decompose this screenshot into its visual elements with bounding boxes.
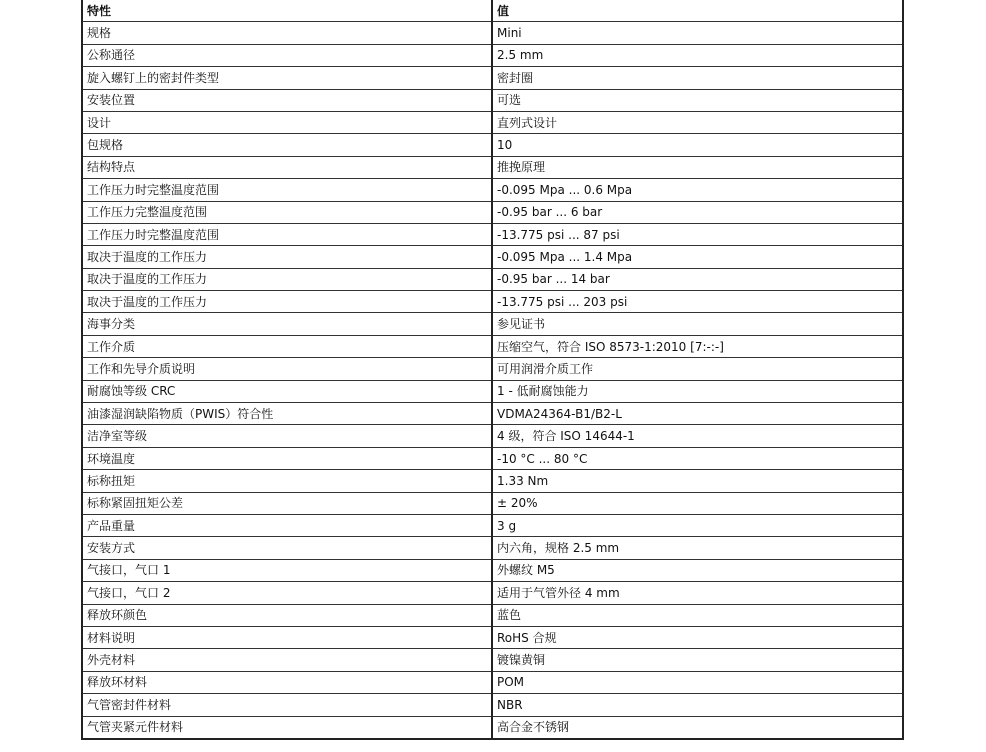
row-key-cell: 耐腐蚀等级 CRC xyxy=(82,380,492,402)
table-row xyxy=(82,694,903,716)
row-value-cell: 镀镍黄铜 xyxy=(492,649,903,671)
table-row xyxy=(82,268,903,290)
row-value-cell: -0.95 bar ... 6 bar xyxy=(492,201,903,223)
row-key-cell: 材料说明 xyxy=(82,626,492,648)
row-value-cell: 蓝色 xyxy=(492,604,903,626)
row-key-cell: 工作压力完整温度范围 xyxy=(82,201,492,223)
row-value-cell: -13.775 psi ... 203 psi xyxy=(492,291,903,313)
table-row xyxy=(82,537,903,559)
table-row xyxy=(82,335,903,357)
row-value-cell: -0.095 Mpa ... 0.6 Mpa xyxy=(492,179,903,201)
row-key-cell: 旋入螺钉上的密封件类型 xyxy=(82,67,492,89)
table-row xyxy=(82,358,903,380)
row-key-cell: 释放环颜色 xyxy=(82,604,492,626)
table-row xyxy=(82,89,903,111)
row-value-cell: POM xyxy=(492,671,903,693)
row-value-cell: NBR xyxy=(492,694,903,716)
spec-table xyxy=(81,0,904,740)
row-value-cell: 推挽原理 xyxy=(492,156,903,178)
table-row xyxy=(82,604,903,626)
row-value-cell: 适用于气管外径 4 mm xyxy=(492,582,903,604)
row-value-cell: VDMA24364-B1/B2-L xyxy=(492,403,903,425)
table-row xyxy=(82,22,903,44)
row-key-cell: 标称紧固扭矩公差 xyxy=(82,492,492,514)
table-row xyxy=(82,649,903,671)
table-row xyxy=(82,246,903,268)
table-row xyxy=(82,201,903,223)
table-row xyxy=(82,425,903,447)
row-key-cell: 产品重量 xyxy=(82,514,492,536)
row-value-cell: 3 g xyxy=(492,514,903,536)
row-key-cell: 标称扭矩 xyxy=(82,470,492,492)
table-row xyxy=(82,291,903,313)
row-value-cell: -10 °C ... 80 °C xyxy=(492,447,903,469)
table-row xyxy=(82,380,903,402)
table-row xyxy=(82,626,903,648)
table-row xyxy=(82,179,903,201)
row-value-cell: -0.95 bar ... 14 bar xyxy=(492,268,903,290)
row-key-cell: 取决于温度的工作压力 xyxy=(82,268,492,290)
table-row xyxy=(82,111,903,133)
row-key-cell: 安装位置 xyxy=(82,89,492,111)
table-row xyxy=(82,403,903,425)
row-value-cell: 2.5 mm xyxy=(492,44,903,66)
row-value-cell: 内六角，规格 2.5 mm xyxy=(492,537,903,559)
header-value-cell: 值 xyxy=(492,0,903,22)
table-row xyxy=(82,223,903,245)
table-row xyxy=(82,313,903,335)
row-key-cell: 取决于温度的工作压力 xyxy=(82,291,492,313)
row-key-cell: 释放环材料 xyxy=(82,671,492,693)
row-key-cell: 气接口，气口 1 xyxy=(82,559,492,581)
table-row xyxy=(82,67,903,89)
row-value-cell: -0.095 Mpa ... 1.4 Mpa xyxy=(492,246,903,268)
row-key-cell: 规格 xyxy=(82,22,492,44)
row-value-cell: -13.775 psi ... 87 psi xyxy=(492,223,903,245)
row-key-cell: 洁净室等级 xyxy=(82,425,492,447)
row-key-cell: 外壳材料 xyxy=(82,649,492,671)
row-value-cell: 压缩空气，符合 ISO 8573-1:2010 [7:-:-] xyxy=(492,335,903,357)
row-key-cell: 海事分类 xyxy=(82,313,492,335)
table-row xyxy=(82,44,903,66)
table-row xyxy=(82,134,903,156)
row-value-cell: Mini xyxy=(492,22,903,44)
row-key-cell: 气管夹紧元件材料 xyxy=(82,716,492,739)
row-value-cell: 可用润滑介质工作 xyxy=(492,358,903,380)
row-value-cell: 4 级，符合 ISO 14644-1 xyxy=(492,425,903,447)
row-value-cell: 10 xyxy=(492,134,903,156)
table-row xyxy=(82,582,903,604)
row-value-cell: 高合金不锈钢 xyxy=(492,716,903,739)
row-key-cell: 工作介质 xyxy=(82,335,492,357)
table-row xyxy=(82,671,903,693)
row-value-cell: ± 20% xyxy=(492,492,903,514)
row-value-cell: 参见证书 xyxy=(492,313,903,335)
table-row xyxy=(82,514,903,536)
table-row xyxy=(82,716,903,739)
row-key-cell: 工作和先导介质说明 xyxy=(82,358,492,380)
row-value-cell: 1 - 低耐腐蚀能力 xyxy=(492,380,903,402)
row-key-cell: 结构特点 xyxy=(82,156,492,178)
row-key-cell: 气管密封件材料 xyxy=(82,694,492,716)
row-value-cell: 外螺纹 M5 xyxy=(492,559,903,581)
table-header-row xyxy=(82,0,903,22)
row-key-cell: 设计 xyxy=(82,111,492,133)
row-value-cell: 密封圈 xyxy=(492,67,903,89)
row-key-cell: 气接口，气口 2 xyxy=(82,582,492,604)
row-key-cell: 工作压力时完整温度范围 xyxy=(82,223,492,245)
table-row xyxy=(82,559,903,581)
row-value-cell: 直列式设计 xyxy=(492,111,903,133)
table-row xyxy=(82,447,903,469)
row-key-cell: 公称通径 xyxy=(82,44,492,66)
table-row xyxy=(82,492,903,514)
row-key-cell: 工作压力时完整温度范围 xyxy=(82,179,492,201)
row-value-cell: RoHS 合规 xyxy=(492,626,903,648)
header-key-cell: 特性 xyxy=(82,0,492,22)
row-value-cell: 1.33 Nm xyxy=(492,470,903,492)
row-key-cell: 安装方式 xyxy=(82,537,492,559)
row-value-cell: 可选 xyxy=(492,89,903,111)
row-key-cell: 油漆湿润缺陷物质（PWIS）符合性 xyxy=(82,403,492,425)
row-key-cell: 包规格 xyxy=(82,134,492,156)
table-row xyxy=(82,156,903,178)
table-row xyxy=(82,470,903,492)
spec-table-body xyxy=(82,0,903,739)
row-key-cell: 取决于温度的工作压力 xyxy=(82,246,492,268)
row-key-cell: 环境温度 xyxy=(82,447,492,469)
